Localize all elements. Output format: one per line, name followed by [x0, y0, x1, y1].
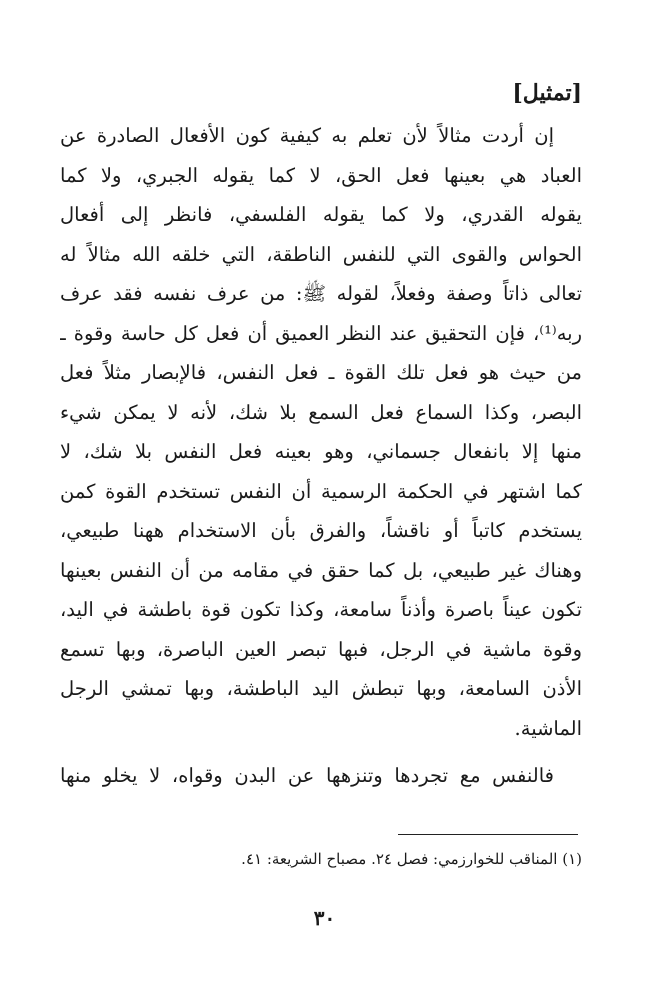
- text-line: الأذن السامعة، وبها تبطش اليد الباطشة، وبها تمشي الرجل: [60, 677, 582, 700]
- text-line: يستخدم كاتباً أو ناقشاً، والفرق بأن الاستخدام ههنا طبيعي،: [60, 519, 582, 542]
- text-line: تكون عيناً باصرة وأذناً سامعة، وكذا تكون قوة باطشة في اليد،: [60, 598, 582, 621]
- paragraph-2: [60, 756, 582, 796]
- paragraph-spacer: [60, 748, 582, 756]
- text-line: الحواس والقوى التي للنفس الناطقة، التي خلقه الله مثالاً له: [60, 242, 582, 266]
- text-line: يقوله القدري، ولا كما يقوله الفلسفي، فانظر إلى أفعال: [60, 203, 582, 226]
- text-line: البصر، وكذا السماع فعل السمع بلا شك، لأنه لا يمكن شيء: [60, 400, 582, 424]
- text-line: ربه⁽¹⁾، فإن التحقيق عند النظر العميق أن فعل كل حاسة وقوة ـ: [60, 321, 582, 345]
- text-line: إن أردت مثالاً لأن تعلم به كيفية كون الأفعال الصادرة عن: [60, 124, 554, 147]
- text-line: العباد هي بعينها فعل الحق، لا كما يقوله الجبري، ولا كما: [60, 163, 582, 187]
- text-line: فالنفس مع تجردها وتنزهها عن البدن وقواه، لا يخلو منها: [60, 764, 554, 787]
- section-heading: [تمثيل]: [512, 80, 582, 106]
- text-line: وقوة ماشية في الرجل، فبها تبصر العين الباصرة، وبها تسمع: [60, 637, 582, 661]
- text-line: كما اشتهر في الحكمة الرسمية أن النفس تستخدم القوة كمن: [60, 479, 582, 503]
- text-line: الماشية.: [514, 716, 582, 740]
- paragraph-1: [60, 116, 582, 748]
- footnote-divider: [398, 834, 578, 835]
- text-line: من حيث هو فعل تلك القوة ـ فعل النفس، فالإبصار مثلاً فعل: [60, 361, 582, 384]
- text-line: وهناك غير طبيعي، بل كما حقق في مقامه من أن النفس بعينها: [60, 558, 582, 582]
- page-body: [60, 70, 582, 796]
- text-line: تعالى ذاتاً وصفة وفعلاً، لقوله ﷺ: من عرف نفسه فقد عرف: [60, 282, 582, 305]
- text-line: منها إلا بانفعال جسماني، وهو بعينه فعل النفس بلا شك، لا: [60, 440, 582, 463]
- footnote: (١) المناقب للخوارزمي: فصل ٢٤. مصباح الشريعة: ٤١.: [241, 850, 582, 868]
- page-number: ٣٠: [313, 906, 336, 930]
